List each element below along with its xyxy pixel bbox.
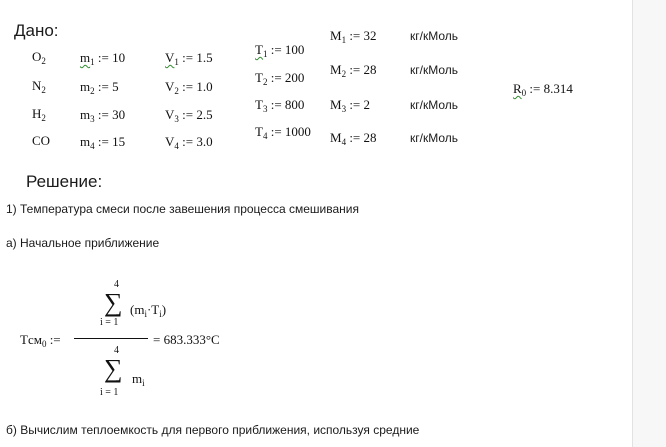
denominator-sum-lower: i = 1 bbox=[100, 387, 119, 398]
molar-mass-unit-3: кг/кМоль bbox=[410, 98, 459, 112]
worksheet-margin bbox=[633, 0, 666, 447]
formula-co: CO bbox=[32, 133, 51, 148]
formula-result: = 683.333°C bbox=[153, 332, 220, 347]
mass-m4: $m_4$ := 15 bbox=[80, 134, 126, 151]
denominator-term: $m_i$ bbox=[132, 371, 145, 388]
numerator-sum-upper: 4 bbox=[114, 279, 119, 290]
molar-mass-m3: $M_3$ := 2 bbox=[330, 97, 371, 114]
step-b-text: б) Вычислим теплоемкость для первого приближения, используя средние bbox=[6, 423, 420, 437]
step-a-text: а) Начальное приближение bbox=[6, 236, 160, 250]
molar-mass-unit-2: кг/кМоль bbox=[410, 63, 459, 77]
numerator-term: $(m_i\cdot T_i)$ bbox=[130, 302, 167, 319]
temp-t4: $T_4$ := 1000 bbox=[255, 124, 311, 141]
volume-v2: $V_2$ := 1.0 bbox=[165, 79, 213, 96]
molar-mass-m1: $M_1$ := 32 bbox=[330, 28, 377, 45]
numerator-sum-lower: i = 1 bbox=[100, 317, 119, 328]
fraction-bar bbox=[74, 338, 148, 339]
molar-mass-m4: $M_4$ := 28 bbox=[330, 130, 377, 147]
denominator-sum-symbol: ∑ bbox=[104, 354, 123, 383]
step-1-text: 1) Температура смеси после завешения процесса смешивания bbox=[6, 202, 359, 216]
molar-mass-unit-4: кг/кМоль bbox=[410, 131, 459, 145]
volume-v4: $V_4$ := 3.0 bbox=[165, 134, 213, 151]
mass-m2: $m_2$ := 5 bbox=[80, 79, 119, 96]
mass-m3: $m_3$ := 30 bbox=[80, 107, 126, 124]
given-heading: Дано: bbox=[14, 21, 59, 40]
mass-m1: $m_1$ := 10 bbox=[80, 50, 126, 67]
molar-mass-m2: $M_2$ := 28 bbox=[330, 62, 377, 79]
formula-lhs: Tсм$_0$ := bbox=[20, 332, 61, 349]
solution-heading: Решение: bbox=[26, 172, 103, 191]
temp-t2: $T_2$ := 200 bbox=[255, 70, 305, 87]
gas-constant-r0: $R_0$ := 8.314 bbox=[513, 81, 573, 98]
formula-n2: $N_2$ bbox=[32, 78, 46, 95]
volume-v3: $V_3$ := 2.5 bbox=[165, 107, 213, 124]
formula-o2: $O_2$ bbox=[32, 49, 46, 66]
temp-t1: $T_1$ := 100 bbox=[255, 42, 305, 59]
temp-t3: $T_3$ := 800 bbox=[255, 97, 305, 114]
numerator-sum-symbol: ∑ bbox=[104, 288, 123, 317]
formula-h2: $H_2$ bbox=[32, 106, 46, 123]
volume-v1: $V_1$ := 1.5 bbox=[165, 50, 213, 67]
denominator-sum-upper: 4 bbox=[114, 345, 119, 356]
molar-mass-unit-1: кг/кМоль bbox=[410, 29, 459, 43]
